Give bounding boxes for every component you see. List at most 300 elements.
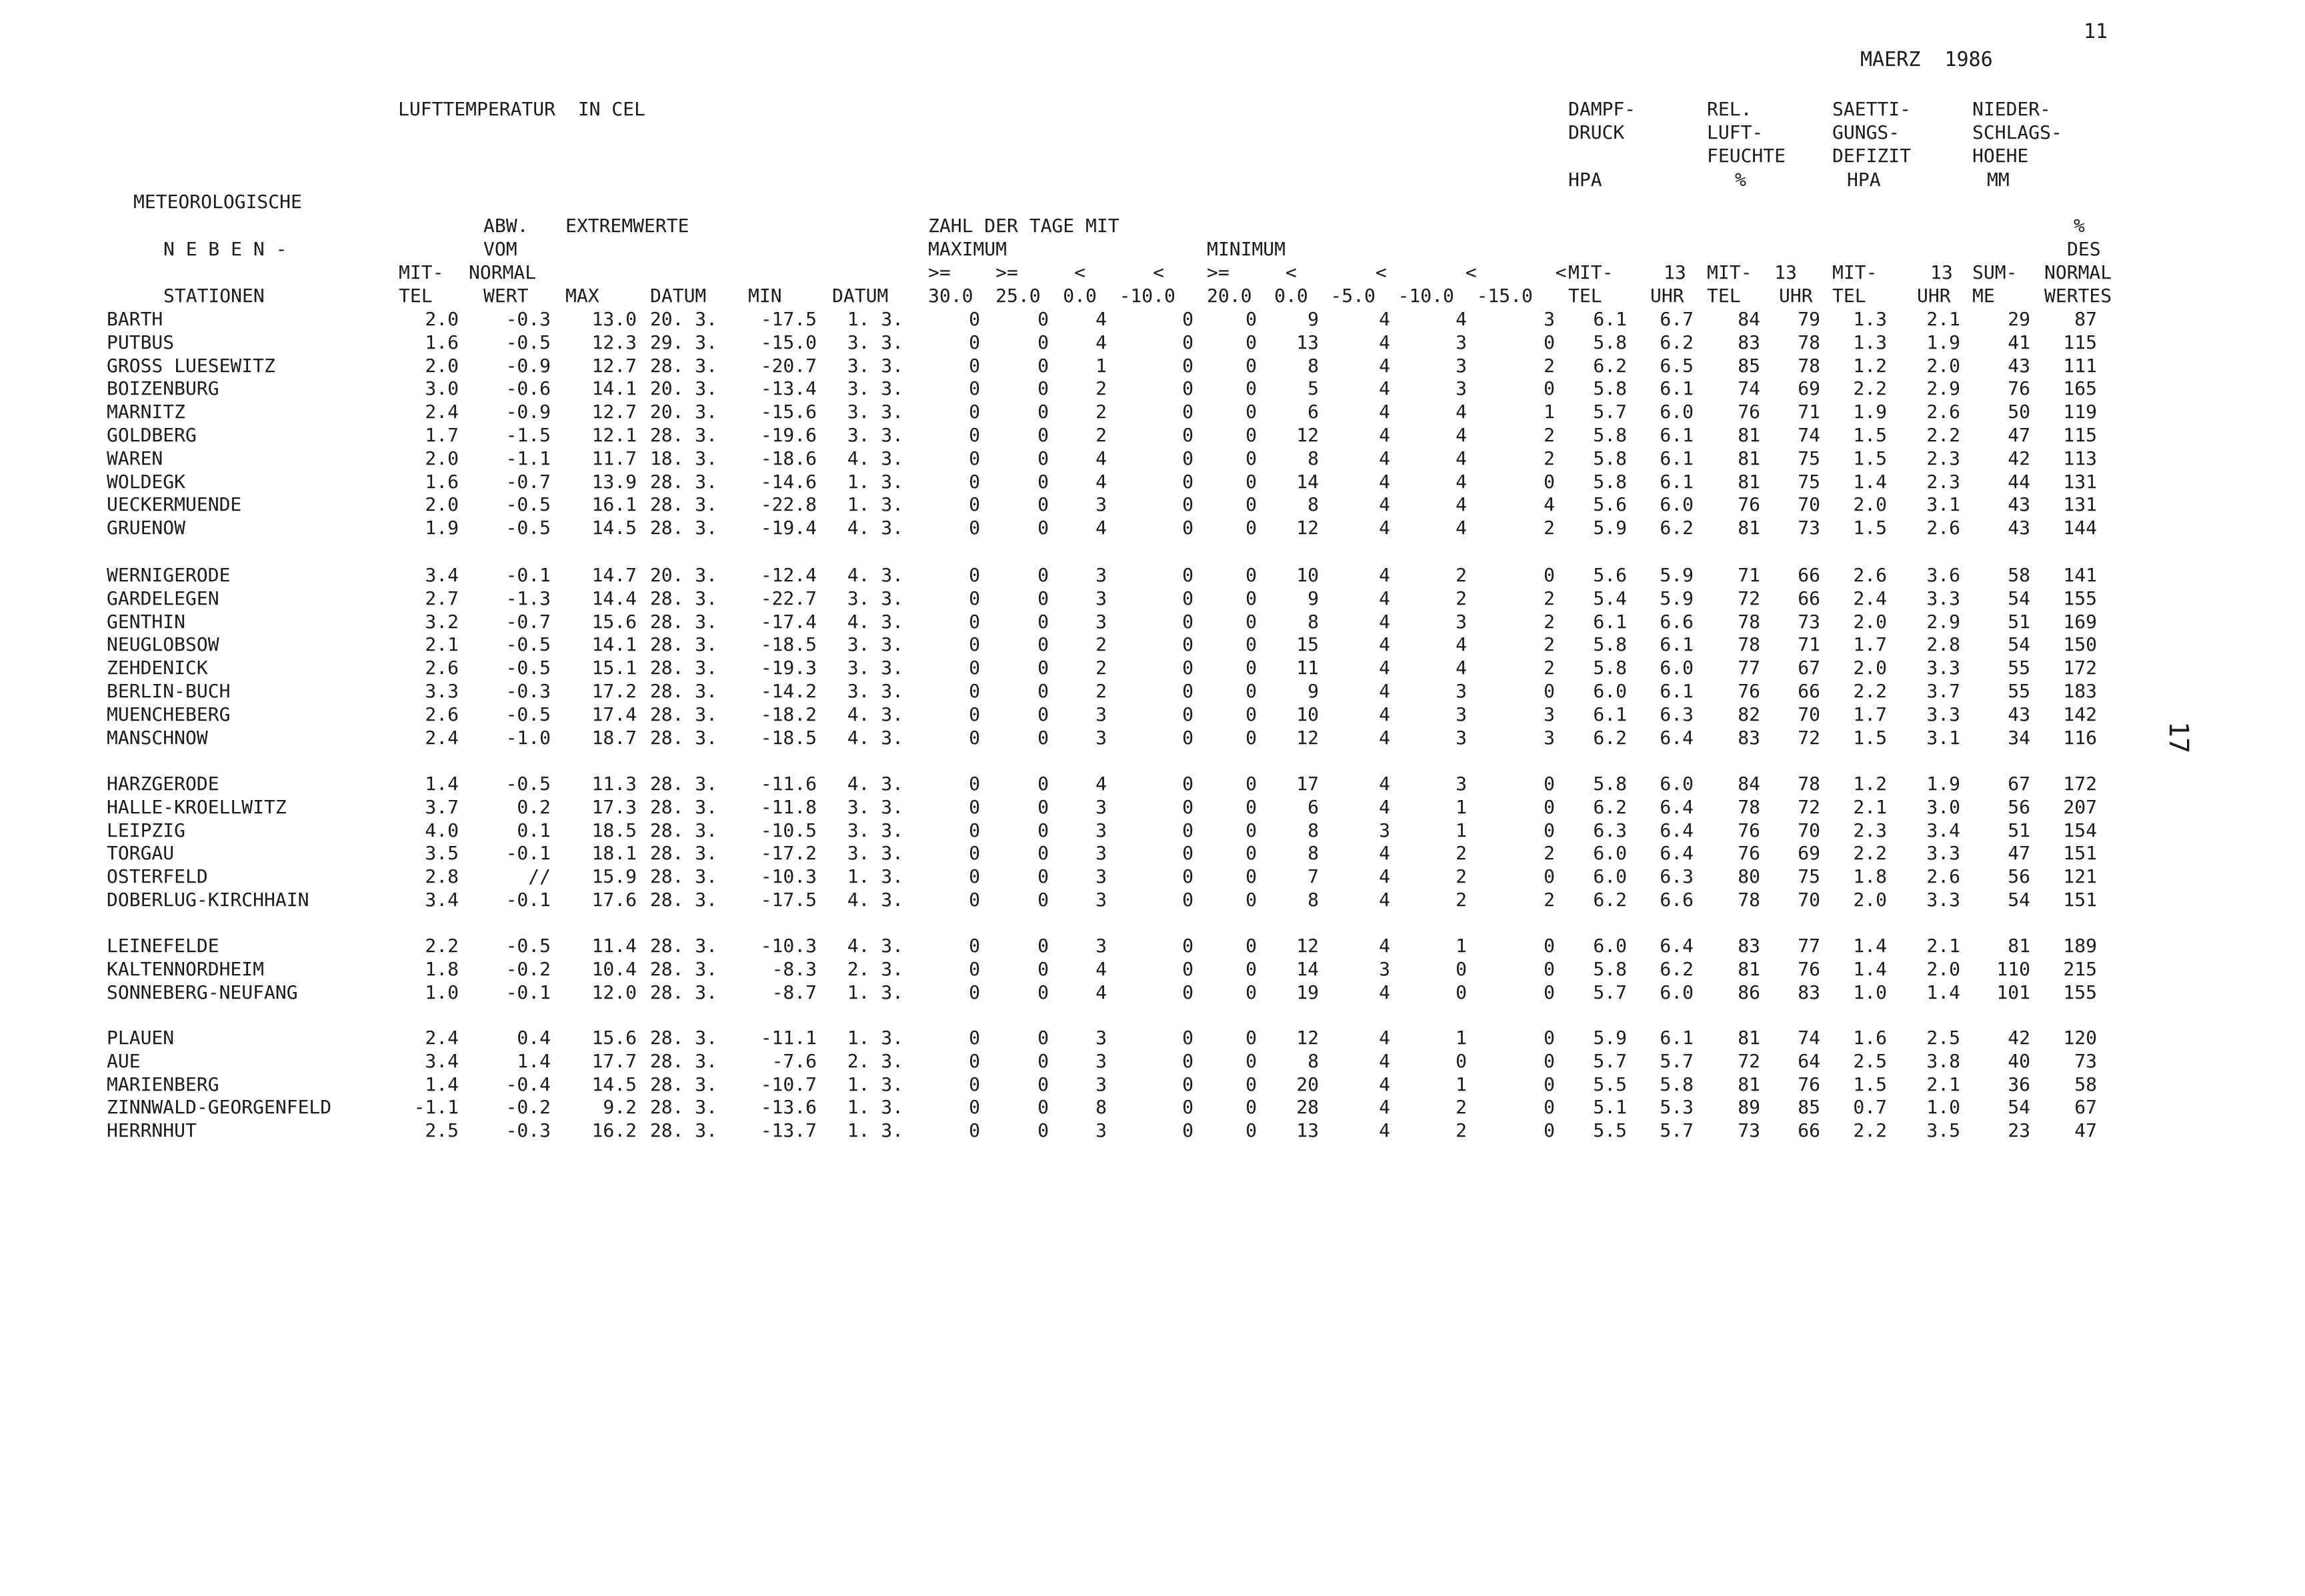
table-row	[0, 819, 2305, 842]
cell-tage-max-m10: 0	[1182, 354, 1194, 377]
cell-tage-min-m5: 4	[1379, 610, 1390, 633]
cell-dampfdruck-mittel: 5.6	[1593, 564, 1627, 586]
cell-tage-min-m5: 4	[1379, 842, 1390, 865]
cell-station-name: MUENCHEBERG	[107, 703, 231, 725]
cell-min-datum: 4. 3.	[847, 703, 903, 725]
cell-dampfdruck-13uhr: 6.0	[1660, 401, 1694, 423]
table-row	[0, 633, 2305, 656]
cell-tage-max-m10: 0	[1182, 981, 1194, 1003]
cell-tage-max-30: 0	[969, 889, 980, 911]
cell-tage-min-0: 8	[1308, 889, 1319, 911]
cell-tage-min-m5: 4	[1379, 424, 1390, 446]
cell-saettigung-13uhr: 1.0	[1926, 1096, 1960, 1119]
cell-min-datum: 3. 3.	[847, 819, 903, 841]
cell-max-datum: 28. 3.	[649, 680, 717, 702]
cell-mittel: 4.0	[425, 819, 459, 841]
cell-tage-min-20: 0	[1246, 680, 1257, 702]
cell-max-datum: 28. 3.	[649, 657, 717, 679]
cell-tage-min-m5: 4	[1379, 377, 1390, 400]
cell-saettigung-13uhr: 3.3	[1926, 587, 1960, 609]
cell-tage-min-m15: 0	[1544, 795, 1555, 818]
table-row	[0, 1049, 2305, 1073]
table-row	[0, 957, 2305, 981]
cell-niederschlag-prozent: 215	[2063, 957, 2097, 980]
cell-tage-min-m15: 0	[1544, 377, 1555, 400]
cell-min: -10.5	[760, 819, 817, 841]
cell-niederschlag-summe: 54	[2008, 1096, 2030, 1119]
cell-tage-min-m10: 3	[1456, 331, 1467, 353]
cell-tage-max-25: 0	[1037, 1119, 1049, 1142]
cell-tage-min-m5: 4	[1379, 795, 1390, 818]
cell-min-datum: 1. 3.	[847, 1027, 903, 1049]
cell-tage-max-25: 0	[1037, 726, 1049, 749]
cell-tage-min-20: 0	[1246, 377, 1257, 400]
cell-tage-min-m10: 3	[1456, 377, 1467, 400]
cell-rel-feuchte-mittel: 76	[1738, 493, 1760, 516]
cell-mittel: 2.0	[425, 354, 459, 377]
cell-abweichung: -0.5	[505, 331, 551, 353]
cell-rel-feuchte-mittel: 78	[1738, 610, 1760, 633]
cell-saettigung-mittel: 1.9	[1853, 401, 1887, 423]
header-sub-saet-13: 13	[1930, 261, 1953, 283]
header-sub-saet-uhr: UHR	[1917, 285, 1951, 307]
cell-tage-max-30: 0	[969, 354, 980, 377]
cell-tage-min-20: 0	[1246, 889, 1257, 911]
cell-dampfdruck-mittel: 5.5	[1593, 1073, 1627, 1095]
cell-tage-min-m5: 4	[1379, 680, 1390, 702]
cell-tage-max-0: 3	[1095, 889, 1107, 911]
cell-station-name: OSTERFELD	[107, 865, 208, 888]
cell-dampfdruck-mittel: 5.7	[1593, 401, 1627, 423]
header-stationen: STATIONEN	[163, 285, 265, 307]
cell-min: -13.6	[760, 1096, 817, 1119]
cell-rel-feuchte-mittel: 76	[1738, 842, 1760, 865]
cell-tage-min-0: 13	[1296, 1119, 1319, 1142]
cell-rel-feuchte-mittel: 83	[1738, 726, 1760, 749]
header-rel-1: REL.	[1707, 98, 1752, 120]
cell-tage-min-m5: 4	[1379, 1027, 1390, 1049]
cell-dampfdruck-13uhr: 6.1	[1660, 424, 1694, 446]
cell-niederschlag-summe: 47	[2008, 842, 2030, 865]
cell-max: 10.4	[591, 957, 637, 980]
cell-saettigung-13uhr: 3.3	[1926, 842, 1960, 865]
cell-tage-max-30: 0	[969, 447, 980, 469]
cell-tage-min-0: 19	[1296, 981, 1319, 1003]
header-saet-unit: HPA	[1847, 169, 1881, 191]
cell-saettigung-13uhr: 3.3	[1926, 703, 1960, 725]
cell-tage-min-m15: 2	[1544, 842, 1555, 865]
cell-saettigung-13uhr: 2.3	[1926, 470, 1960, 493]
cell-tage-min-20: 0	[1246, 703, 1257, 725]
cell-min: -15.6	[760, 401, 817, 423]
cell-niederschlag-summe: 34	[2008, 726, 2030, 749]
cell-max: 14.7	[591, 564, 637, 586]
cell-max-datum: 20. 3.	[649, 401, 717, 423]
table-row	[0, 610, 2305, 633]
cell-max: 14.5	[591, 517, 637, 539]
cell-min: -8.3	[771, 957, 817, 980]
cell-saettigung-mittel: 2.6	[1853, 564, 1887, 586]
cell-rel-feuchte-13uhr: 78	[1798, 354, 1820, 377]
cell-min: -17.5	[760, 889, 817, 911]
cell-tage-min-m10: 2	[1456, 889, 1467, 911]
cell-tage-min-m10: 1	[1456, 819, 1467, 841]
cell-niederschlag-summe: 43	[2008, 354, 2030, 377]
cell-dampfdruck-mittel: 6.0	[1593, 935, 1627, 957]
cell-tage-min-0: 9	[1308, 308, 1319, 330]
cell-tage-max-m10: 0	[1182, 1049, 1194, 1072]
cell-tage-min-m5: 4	[1379, 773, 1390, 795]
table-row	[0, 981, 2305, 1004]
cell-mittel: 1.8	[425, 957, 459, 980]
cell-tage-min-m15: 0	[1544, 865, 1555, 888]
cell-min-datum: 4. 3.	[847, 564, 903, 586]
cell-tage-min-0: 8	[1308, 842, 1319, 865]
cell-tage-min-m10: 4	[1456, 517, 1467, 539]
header-max-cmp: >= >= < <	[928, 261, 1165, 283]
cell-rel-feuchte-13uhr: 72	[1798, 795, 1820, 818]
cell-tage-max-25: 0	[1037, 633, 1049, 656]
cell-rel-feuchte-mittel: 83	[1738, 935, 1760, 957]
cell-tage-min-20: 0	[1246, 354, 1257, 377]
cell-saettigung-13uhr: 1.9	[1926, 773, 1960, 795]
side-page-number: 17	[2163, 721, 2194, 754]
cell-min: -10.3	[760, 935, 817, 957]
cell-max-datum: 28. 3.	[649, 865, 717, 888]
cell-niederschlag-summe: 41	[2008, 331, 2030, 353]
cell-max-datum: 28. 3.	[649, 424, 717, 446]
cell-dampfdruck-mittel: 6.2	[1593, 889, 1627, 911]
cell-tage-max-0: 3	[1095, 587, 1107, 609]
cell-min: -17.2	[760, 842, 817, 865]
cell-dampfdruck-13uhr: 5.8	[1660, 1073, 1694, 1095]
cell-abweichung: -1.1	[505, 447, 551, 469]
cell-niederschlag-prozent: 151	[2063, 889, 2097, 911]
cell-max: 12.7	[591, 354, 637, 377]
cell-tage-min-m10: 0	[1456, 981, 1467, 1003]
cell-abweichung: 1.4	[517, 1049, 551, 1072]
cell-tage-max-25: 0	[1037, 1027, 1049, 1049]
cell-tage-min-m10: 3	[1456, 703, 1467, 725]
cell-min: -7.6	[771, 1049, 817, 1072]
cell-station-name: SONNEBERG-NEUFANG	[107, 981, 298, 1003]
header-abw-2: VOM	[483, 238, 517, 260]
cell-min: -11.1	[760, 1027, 817, 1049]
cell-mittel: 1.0	[425, 981, 459, 1003]
cell-tage-max-30: 0	[969, 981, 980, 1003]
cell-rel-feuchte-13uhr: 69	[1798, 377, 1820, 400]
cell-rel-feuchte-mittel: 78	[1738, 795, 1760, 818]
cell-tage-min-0: 15	[1296, 633, 1319, 656]
cell-station-name: WERNIGERODE	[107, 564, 231, 586]
cell-tage-min-m15: 0	[1544, 1073, 1555, 1095]
table-row	[0, 679, 2305, 703]
month-year: MAERZ 1986	[1860, 48, 1993, 71]
cell-tage-max-m10: 0	[1182, 726, 1194, 749]
section-title: LUFTTEMPERATUR IN CEL	[398, 98, 645, 120]
cell-abweichung: -0.3	[505, 680, 551, 702]
header-sub-summe-1: SUM-	[1972, 261, 2018, 283]
cell-dampfdruck-13uhr: 6.4	[1660, 795, 1694, 818]
cell-rel-feuchte-13uhr: 83	[1798, 981, 1820, 1003]
cell-tage-min-m15: 0	[1544, 819, 1555, 841]
cell-mittel: 3.2	[425, 610, 459, 633]
cell-tage-max-0: 3	[1095, 1073, 1107, 1095]
cell-saettigung-mittel: 1.7	[1853, 633, 1887, 656]
cell-min-datum: 1. 3.	[847, 1096, 903, 1119]
cell-tage-max-25: 0	[1037, 493, 1049, 516]
table-row	[0, 726, 2305, 749]
cell-min: -20.7	[760, 354, 817, 377]
cell-tage-max-m10: 0	[1182, 377, 1194, 400]
cell-tage-min-m5: 4	[1379, 1096, 1390, 1119]
cell-max: 15.6	[591, 1027, 637, 1049]
cell-tage-min-20: 0	[1246, 447, 1257, 469]
table-row	[0, 656, 2305, 679]
cell-min-datum: 3. 3.	[847, 424, 903, 446]
cell-max: 17.4	[591, 703, 637, 725]
cell-dampfdruck-13uhr: 6.2	[1660, 957, 1694, 980]
header-sub-mittel: MIT-	[1568, 261, 1614, 283]
cell-dampfdruck-mittel: 5.8	[1593, 447, 1627, 469]
cell-max: 17.2	[591, 680, 637, 702]
cell-tage-min-20: 0	[1246, 657, 1257, 679]
cell-tage-max-30: 0	[969, 587, 980, 609]
cell-tage-min-0: 6	[1308, 401, 1319, 423]
cell-tage-max-25: 0	[1037, 935, 1049, 957]
cell-niederschlag-prozent: 151	[2063, 842, 2097, 865]
cell-dampfdruck-13uhr: 5.3	[1660, 1096, 1694, 1119]
cell-mittel: 2.4	[425, 401, 459, 423]
cell-tage-min-m10: 2	[1456, 1119, 1467, 1142]
cell-tage-min-m15: 0	[1544, 773, 1555, 795]
cell-max: 18.1	[591, 842, 637, 865]
table-row	[0, 377, 2305, 400]
cell-max-datum: 28. 3.	[649, 981, 717, 1003]
cell-rel-feuchte-mittel: 89	[1738, 1096, 1760, 1119]
cell-dampfdruck-mittel: 5.8	[1593, 657, 1627, 679]
cell-abweichung: -0.9	[505, 354, 551, 377]
cell-saettigung-mittel: 1.3	[1853, 331, 1887, 353]
cell-niederschlag-prozent: 87	[2074, 308, 2097, 330]
table-row	[0, 331, 2305, 354]
cell-tage-max-30: 0	[969, 633, 980, 656]
cell-tage-min-20: 0	[1246, 1027, 1257, 1049]
cell-mittel: -1.1	[413, 1096, 459, 1119]
cell-niederschlag-prozent: 142	[2063, 703, 2097, 725]
cell-tage-min-20: 0	[1246, 981, 1257, 1003]
cell-tage-max-30: 0	[969, 1119, 980, 1142]
cell-max: 12.0	[591, 981, 637, 1003]
cell-tage-min-m10: 2	[1456, 842, 1467, 865]
cell-tage-max-30: 0	[969, 935, 980, 957]
header-sub-rel-uhr: UHR	[1779, 285, 1813, 307]
cell-abweichung: -0.5	[505, 935, 551, 957]
cell-niederschlag-summe: 43	[2008, 493, 2030, 516]
cell-niederschlag-prozent: 154	[2063, 819, 2097, 841]
header-max-thr: 30.0 25.0 0.0 -10.0	[928, 285, 1176, 307]
cell-niederschlag-prozent: 121	[2063, 865, 2097, 888]
cell-tage-min-m15: 0	[1544, 564, 1555, 586]
header-saet-2: GUNGS-	[1832, 121, 1900, 143]
cell-max: 12.3	[591, 331, 637, 353]
cell-tage-min-m10: 2	[1456, 865, 1467, 888]
cell-dampfdruck-mittel: 6.1	[1593, 703, 1627, 725]
cell-tage-min-m15: 2	[1544, 889, 1555, 911]
cell-tage-min-20: 0	[1246, 493, 1257, 516]
cell-mittel: 2.4	[425, 726, 459, 749]
cell-min-datum: 3. 3.	[847, 633, 903, 656]
cell-tage-max-m10: 0	[1182, 680, 1194, 702]
cell-tage-max-0: 4	[1095, 447, 1107, 469]
cell-tage-min-m5: 4	[1379, 587, 1390, 609]
cell-tage-max-30: 0	[969, 1027, 980, 1049]
cell-tage-max-m10: 0	[1182, 795, 1194, 818]
cell-dampfdruck-13uhr: 5.7	[1660, 1049, 1694, 1072]
cell-max: 11.7	[591, 447, 637, 469]
cell-station-name: NEUGLOBSOW	[107, 633, 219, 656]
cell-dampfdruck-13uhr: 6.2	[1660, 331, 1694, 353]
cell-tage-max-m10: 0	[1182, 308, 1194, 330]
cell-dampfdruck-mittel: 6.2	[1593, 795, 1627, 818]
cell-tage-min-m10: 4	[1456, 493, 1467, 516]
cell-tage-min-m5: 4	[1379, 1073, 1390, 1095]
cell-tage-min-m15: 2	[1544, 633, 1555, 656]
cell-tage-min-m5: 4	[1379, 865, 1390, 888]
cell-saettigung-13uhr: 3.1	[1926, 493, 1960, 516]
cell-niederschlag-summe: 101	[1996, 981, 2030, 1003]
cell-max-datum: 20. 3.	[649, 308, 717, 330]
cell-rel-feuchte-mittel: 74	[1738, 377, 1760, 400]
cell-tage-max-30: 0	[969, 865, 980, 888]
cell-tage-min-0: 8	[1308, 819, 1319, 841]
cell-saettigung-13uhr: 2.6	[1926, 401, 1960, 423]
cell-min-datum: 4. 3.	[847, 517, 903, 539]
header-sub-tel: TEL	[1568, 285, 1602, 307]
cell-dampfdruck-13uhr: 6.0	[1660, 773, 1694, 795]
cell-max: 11.3	[591, 773, 637, 795]
cell-tage-min-0: 12	[1296, 517, 1319, 539]
cell-max: 17.7	[591, 1049, 637, 1072]
cell-tage-max-m10: 0	[1182, 1119, 1194, 1142]
cell-min-datum: 2. 3.	[847, 1049, 903, 1072]
header-nied-unit: MM	[1987, 169, 2010, 191]
cell-tage-min-20: 0	[1246, 957, 1257, 980]
cell-max: 13.9	[591, 470, 637, 493]
cell-rel-feuchte-13uhr: 72	[1798, 726, 1820, 749]
cell-rel-feuchte-mittel: 72	[1738, 587, 1760, 609]
cell-max: 17.6	[591, 889, 637, 911]
cell-tage-max-25: 0	[1037, 447, 1049, 469]
header-neben: N E B E N -	[163, 238, 287, 260]
cell-dampfdruck-13uhr: 6.3	[1660, 703, 1694, 725]
cell-min-datum: 4. 3.	[847, 773, 903, 795]
cell-tage-min-m15: 4	[1544, 493, 1555, 516]
cell-max-datum: 28. 3.	[649, 517, 717, 539]
cell-tage-max-m10: 0	[1182, 865, 1194, 888]
cell-tage-min-m15: 2	[1544, 517, 1555, 539]
cell-tage-min-0: 28	[1296, 1096, 1319, 1119]
cell-mittel: 2.1	[425, 633, 459, 656]
cell-max-datum: 28. 3.	[649, 703, 717, 725]
cell-station-name: MANSCHNOW	[107, 726, 208, 749]
cell-tage-min-m15: 2	[1544, 657, 1555, 679]
cell-rel-feuchte-13uhr: 70	[1798, 703, 1820, 725]
cell-mittel: 2.6	[425, 657, 459, 679]
cell-min-datum: 4. 3.	[847, 935, 903, 957]
cell-rel-feuchte-13uhr: 74	[1798, 1027, 1820, 1049]
cell-rel-feuchte-13uhr: 66	[1798, 1119, 1820, 1142]
cell-tage-min-0: 6	[1308, 795, 1319, 818]
cell-dampfdruck-mittel: 5.8	[1593, 633, 1627, 656]
cell-tage-max-25: 0	[1037, 354, 1049, 377]
cell-dampfdruck-13uhr: 5.9	[1660, 587, 1694, 609]
cell-saettigung-mittel: 1.8	[1853, 865, 1887, 888]
cell-tage-min-m5: 3	[1379, 957, 1390, 980]
cell-max: 15.6	[591, 610, 637, 633]
cell-niederschlag-prozent: 113	[2063, 447, 2097, 469]
cell-rel-feuchte-13uhr: 66	[1798, 564, 1820, 586]
cell-tage-max-30: 0	[969, 493, 980, 516]
cell-saettigung-mittel: 2.0	[1853, 889, 1887, 911]
cell-tage-min-m5: 3	[1379, 819, 1390, 841]
cell-dampfdruck-13uhr: 6.4	[1660, 819, 1694, 841]
cell-rel-feuchte-mittel: 86	[1738, 981, 1760, 1003]
cell-rel-feuchte-13uhr: 79	[1798, 308, 1820, 330]
cell-niederschlag-summe: 51	[2008, 819, 2030, 841]
cell-tage-max-25: 0	[1037, 1096, 1049, 1119]
cell-saettigung-13uhr: 2.9	[1926, 377, 1960, 400]
cell-station-name: PUTBUS	[107, 331, 175, 353]
header-saet-1: SAETTI-	[1832, 98, 1912, 120]
cell-tage-max-30: 0	[969, 1049, 980, 1072]
cell-rel-feuchte-13uhr: 75	[1798, 447, 1820, 469]
cell-station-name: MARIENBERG	[107, 1073, 219, 1095]
cell-tage-max-30: 0	[969, 470, 980, 493]
cell-tage-max-m10: 0	[1182, 957, 1194, 980]
cell-dampfdruck-13uhr: 6.4	[1660, 935, 1694, 957]
cell-mittel: 2.2	[425, 935, 459, 957]
cell-tage-max-m10: 0	[1182, 703, 1194, 725]
cell-station-name: HALLE-KROELLWITZ	[107, 795, 287, 818]
cell-saettigung-13uhr: 2.0	[1926, 957, 1960, 980]
cell-saettigung-mittel: 1.5	[1853, 447, 1887, 469]
cell-mittel: 3.0	[425, 377, 459, 400]
cell-station-name: DOBERLUG-KIRCHHAIN	[107, 889, 309, 911]
cell-tage-max-0: 2	[1095, 377, 1107, 400]
cell-tage-max-m10: 0	[1182, 564, 1194, 586]
cell-tage-min-m10: 3	[1456, 354, 1467, 377]
cell-tage-max-0: 3	[1095, 795, 1107, 818]
cell-dampfdruck-mittel: 5.8	[1593, 957, 1627, 980]
cell-niederschlag-prozent: 119	[2063, 401, 2097, 423]
cell-tage-min-0: 12	[1296, 424, 1319, 446]
cell-abweichung: -0.6	[505, 377, 551, 400]
cell-tage-max-25: 0	[1037, 401, 1049, 423]
cell-niederschlag-prozent: 172	[2063, 657, 2097, 679]
cell-tage-min-20: 0	[1246, 331, 1257, 353]
header-rel-3: FEUCHTE	[1707, 145, 1786, 167]
cell-niederschlag-prozent: 155	[2063, 587, 2097, 609]
cell-tage-max-0: 4	[1095, 773, 1107, 795]
cell-niederschlag-prozent: 155	[2063, 981, 2097, 1003]
cell-min-datum: 4. 3.	[847, 889, 903, 911]
cell-min-datum: 4. 3.	[847, 447, 903, 469]
cell-tage-max-25: 0	[1037, 610, 1049, 633]
cell-max: 16.1	[591, 493, 637, 516]
header-pct-1: %	[2074, 215, 2085, 237]
cell-saettigung-13uhr: 3.4	[1926, 819, 1960, 841]
